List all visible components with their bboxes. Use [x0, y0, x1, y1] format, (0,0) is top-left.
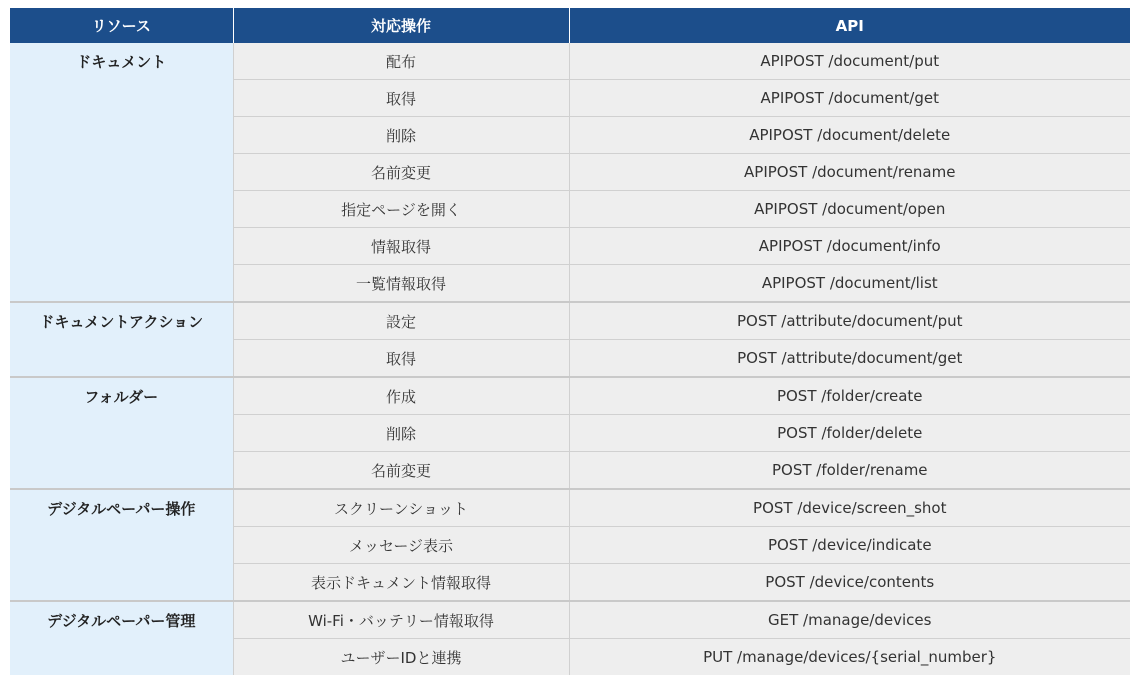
operation-cell: スクリーンショット	[233, 489, 569, 527]
api-cell: APIPOST /document/info	[569, 228, 1130, 265]
table-row	[10, 601, 1130, 639]
api-table-container	[10, 8, 1130, 675]
operation-cell: ユーザーIDと連携	[233, 639, 569, 676]
api-cell: POST /device/screen_shot	[569, 489, 1130, 527]
operation-cell: 取得	[233, 340, 569, 378]
operation-cell: 取得	[233, 80, 569, 117]
api-cell: APIPOST /document/delete	[569, 117, 1130, 154]
resource-cell: ドキュメント	[10, 43, 233, 302]
operation-cell: 一覧情報取得	[233, 265, 569, 303]
api-cell: POST /folder/rename	[569, 452, 1130, 490]
operation-cell: Wi-Fi・バッテリー情報取得	[233, 601, 569, 639]
operation-cell: メッセージ表示	[233, 527, 569, 564]
api-cell: APIPOST /document/put	[569, 43, 1130, 80]
operation-cell: 表示ドキュメント情報取得	[233, 564, 569, 602]
api-cell: POST /folder/delete	[569, 415, 1130, 452]
api-cell: POST /device/contents	[569, 564, 1130, 602]
api-cell: APIPOST /document/rename	[569, 154, 1130, 191]
operation-cell: 指定ページを開く	[233, 191, 569, 228]
api-cell: POST /attribute/document/put	[569, 302, 1130, 340]
operation-cell: 名前変更	[233, 154, 569, 191]
header-api: API	[569, 8, 1130, 43]
table-row	[10, 43, 1130, 80]
resource-cell: ドキュメントアクション	[10, 302, 233, 377]
api-cell: APIPOST /document/open	[569, 191, 1130, 228]
operation-cell: 削除	[233, 415, 569, 452]
operation-cell: 作成	[233, 377, 569, 415]
api-cell: APIPOST /document/get	[569, 80, 1130, 117]
api-cell: POST /folder/create	[569, 377, 1130, 415]
api-cell: POST /attribute/document/get	[569, 340, 1130, 378]
operation-cell: 配布	[233, 43, 569, 80]
operation-cell: 情報取得	[233, 228, 569, 265]
operation-cell: 設定	[233, 302, 569, 340]
api-cell: PUT /manage/devices/{serial_number}	[569, 639, 1130, 676]
header-resource: リソース	[10, 8, 233, 43]
table-row	[10, 489, 1130, 527]
table-row	[10, 377, 1130, 415]
api-table	[10, 8, 1130, 675]
table-row	[10, 302, 1130, 340]
header-operation: 対応操作	[233, 8, 569, 43]
resource-cell: デジタルペーパー操作	[10, 489, 233, 601]
api-cell: POST /device/indicate	[569, 527, 1130, 564]
resource-cell: フォルダー	[10, 377, 233, 489]
api-cell: APIPOST /document/list	[569, 265, 1130, 303]
operation-cell: 削除	[233, 117, 569, 154]
table-body	[10, 43, 1130, 675]
header-row	[10, 8, 1130, 43]
operation-cell: 名前変更	[233, 452, 569, 490]
resource-cell: デジタルペーパー管理	[10, 601, 233, 675]
api-cell: GET /manage/devices	[569, 601, 1130, 639]
table-header	[10, 8, 1130, 43]
